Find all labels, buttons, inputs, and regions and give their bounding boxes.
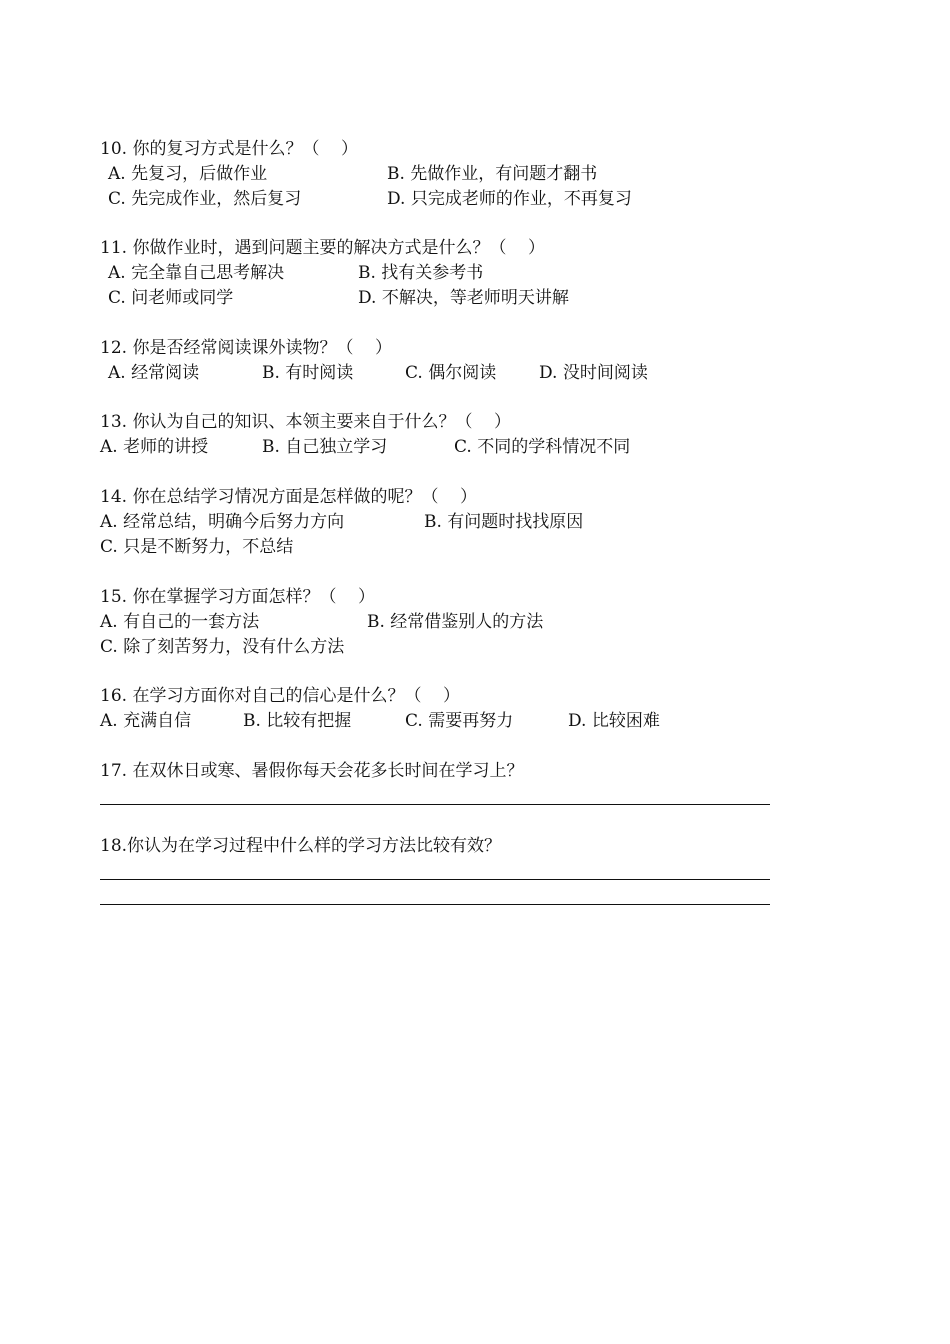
question-10-option-a[interactable]: A. 先复习，后做作业 (108, 164, 268, 184)
question-18-answer-line-1[interactable] (100, 879, 770, 880)
question-18-answer-line-2[interactable] (100, 904, 770, 905)
question-15-option-b[interactable]: B. 经常借鉴别人的方法 (367, 612, 544, 632)
question-16-option-b[interactable]: B. 比较有把握 (243, 711, 352, 731)
question-18-stem: 18.你认为在学习过程中什么样的学习方法比较有效？ (100, 836, 502, 856)
question-15-option-c[interactable]: C. 除了刻苦努力，没有什么方法 (100, 637, 345, 657)
question-14-stem: 14. 你在总结学习情况方面是怎样做的呢？（ ） (100, 487, 478, 507)
question-11-option-a[interactable]: A. 完全靠自己思考解决 (108, 263, 285, 283)
question-12-option-b[interactable]: B. 有时阅读 (262, 363, 354, 383)
question-17-stem: 17. 在双休日或寒、暑假你每天会花多长时间在学习上？ (100, 761, 524, 781)
question-12-option-c[interactable]: C. 偶尔阅读 (405, 363, 497, 383)
question-16-options-row-1 (100, 709, 800, 733)
question-13-options-row-1 (100, 435, 800, 459)
question-10-option-c[interactable]: C. 先完成作业，然后复习 (108, 189, 302, 209)
question-13-stem: 13. 你认为自己的知识、本领主要来自于什么？（ ） (100, 412, 512, 432)
question-16-option-a[interactable]: A. 充满自信 (100, 711, 192, 731)
question-14-options-row-1 (100, 510, 800, 534)
question-12-stem: 12. 你是否经常阅读课外读物？（ ） (100, 338, 393, 358)
question-12-options-row-1 (108, 361, 808, 385)
question-15-stem: 15. 你在掌握学习方面怎样？（ ） (100, 587, 376, 607)
question-10-options-row-1 (108, 162, 808, 186)
question-10-option-d[interactable]: D. 只完成老师的作业，不再复习 (387, 189, 632, 209)
question-15-options-row-1 (100, 610, 800, 634)
question-10-options-row-2 (108, 187, 808, 211)
question-16-option-c[interactable]: C. 需要再努力 (405, 711, 514, 731)
question-12-option-a[interactable]: A. 经常阅读 (108, 363, 200, 383)
question-16-stem: 16. 在学习方面你对自己的信心是什么？（ ） (100, 686, 461, 706)
question-11-option-b[interactable]: B. 找有关参考书 (358, 263, 484, 283)
question-10-stem: 10. 你的复习方式是什么？（ ） (100, 139, 359, 159)
question-17-answer-line[interactable] (100, 804, 770, 805)
question-10-option-b[interactable]: B. 先做作业，有问题才翻书 (387, 164, 598, 184)
question-11-stem: 11. 你做作业时，遇到问题主要的解决方式是什么？（ ） (100, 238, 546, 258)
question-11-options-row-2 (108, 286, 808, 310)
question-15-options-row-2 (100, 635, 800, 659)
question-14-option-b[interactable]: B. 有问题时找找原因 (424, 512, 584, 532)
question-11-options-row-1 (108, 261, 808, 285)
question-11-option-d[interactable]: D. 不解决，等老师明天讲解 (358, 288, 569, 308)
question-13-option-a[interactable]: A. 老师的讲授 (100, 437, 209, 457)
question-14-option-c[interactable]: C. 只是不断努力，不总结 (100, 537, 294, 557)
question-16-option-d[interactable]: D. 比较困难 (568, 711, 660, 731)
question-11-option-c[interactable]: C. 问老师或同学 (108, 288, 234, 308)
question-15-option-a[interactable]: A. 有自己的一套方法 (100, 612, 260, 632)
question-14-option-a[interactable]: A. 经常总结，明确今后努力方向 (100, 512, 345, 532)
question-12-option-d[interactable]: D. 没时间阅读 (539, 363, 648, 383)
question-13-option-c[interactable]: C. 不同的学科情况不同 (454, 437, 631, 457)
question-14-options-row-2 (100, 535, 800, 559)
question-13-option-b[interactable]: B. 自己独立学习 (262, 437, 388, 457)
